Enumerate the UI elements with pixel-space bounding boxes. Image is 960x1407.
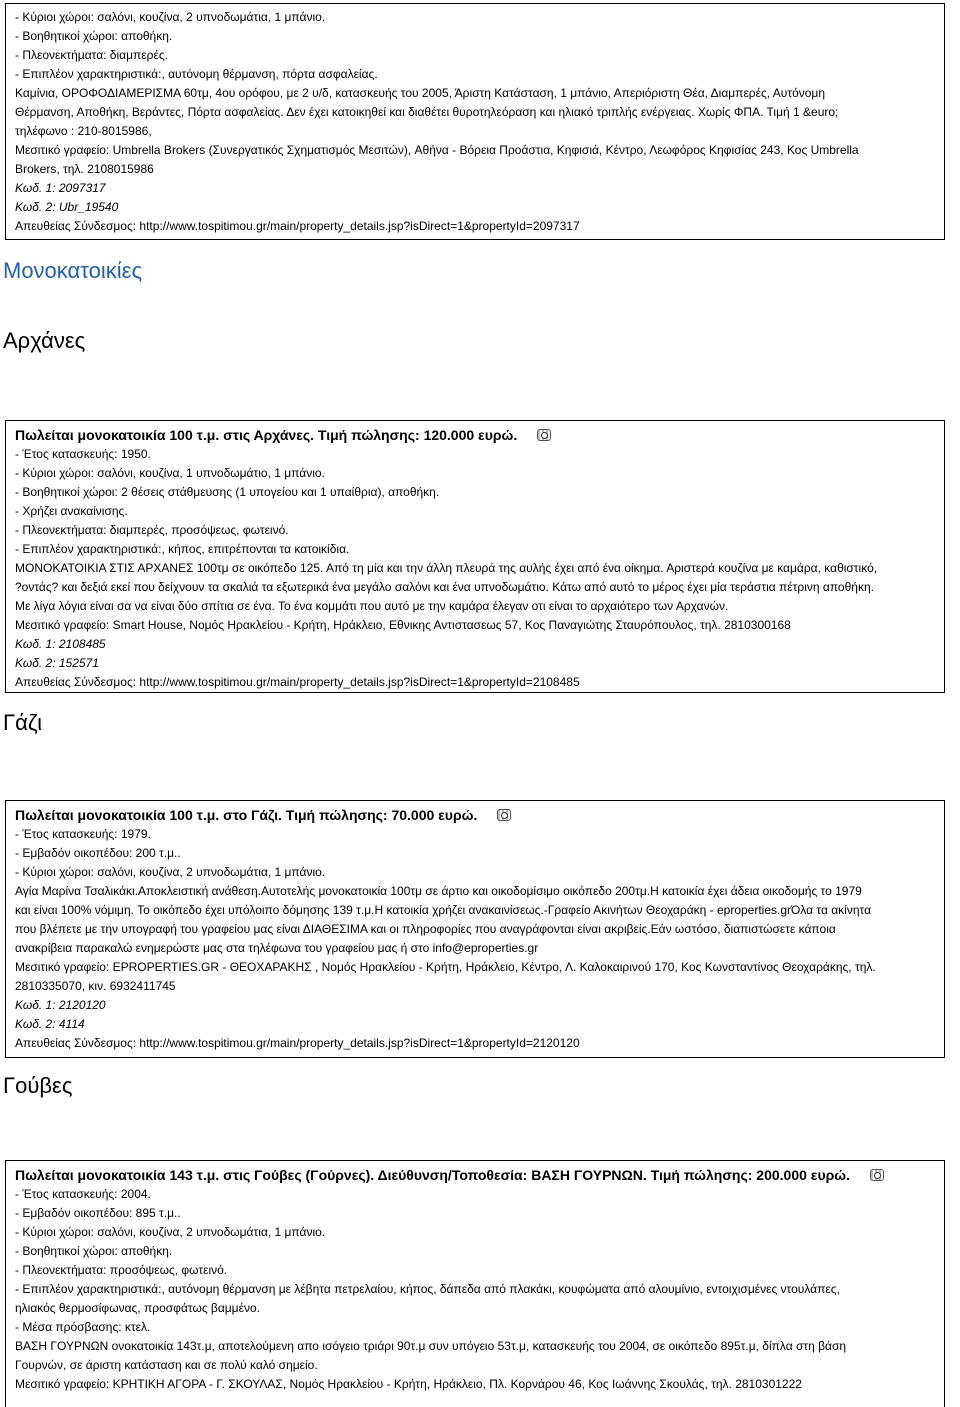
listing-line: Μεσιτικό γραφείο: Umbrella Brokers (Συνεργατικός Σχηματισμός Μεσιτών), Αθήνα - Βόρεια Προάστια, Κηφισιά, Κέντρο, Λεωφόρος Κηφισίας 243, Κος Umbrella	[15, 143, 859, 157]
listing-line: ΜΟΝΟΚΑΤΟΙΚΙΑ ΣΤΙΣ ΑΡΧΑΝΕΣ 100τμ σε οικόπεδο 125. Από τη μία και την άλλη πλευρά της αυλής έχει από ένα οίκημα. Αριστερά κουζίνα με καμάρα, καθιστικό,	[15, 561, 878, 575]
code-1: Κωδ. 1: 2097317	[15, 181, 106, 195]
listing-line: - Έτος κατασκευής: 1950.	[15, 447, 151, 461]
listing-box-1	[5, 3, 945, 240]
direct-link[interactable]: Απευθείας Σύνδεσμος: http://www.tospitimou.gr/main/property_details.jsp?isDirect=1&propertyId=2108485	[15, 675, 580, 689]
camera-icon[interactable]	[537, 429, 551, 441]
listing-line: - Βοηθητικοί χώροι: 2 θέσεις στάθμευσης (1 υπογείου και 1 υπαίθρια), αποθήκη.	[15, 485, 440, 499]
listing-line: Γουρνών, σε άριστη κατάσταση και σε πολύ καλό σημείο.	[15, 1358, 318, 1372]
listing-line: τηλέφωνο : 210-8015986,	[15, 124, 152, 138]
listing-line: Αγία Μαρίνα Τσαλικάκι.Αποκλειστική ανάθεση.Αυτοτελής μονοκατοικία 100τμ σε άρτιο και οικοδομίσιμο οικόπεδο 200τμ.Η κατοικία έχει άδεια οικοδομής το 1979	[15, 884, 862, 898]
listing-line: Μεσιτικό γραφείο: ΚΡΗΤΙΚΗ ΑΓΟΡΑ - Γ. ΣΚΟΥΛΑΣ, Νομός Ηρακλείου - Κρήτη, Ηράκλειο, Πλ. Κορνάρου 46, Κος Ιωάννης Σκουλάς, τηλ. 2810301222	[15, 1377, 802, 1391]
listing-line: - Έτος κατασκευής: 2004.	[15, 1187, 151, 1201]
listing-line: - Βοηθητικοί χώροι: αποθήκη.	[15, 29, 173, 43]
code-1: Κωδ. 1: 2108485	[15, 637, 106, 651]
listing-line: - Κύριοι χώροι: σαλόνι, κουζίνα, 2 υπνοδωμάτια, 1 μπάνιο.	[15, 865, 326, 879]
listing-box-2	[5, 420, 945, 693]
listing-line: ηλιακός θερμοσίφωνας, προσφάτως βαμμένο.	[15, 1301, 260, 1315]
area-heading-gazi: Γάζι	[3, 710, 43, 735]
listing-title-text: Πωλείται μονοκατοικία 143 τ.μ. στις Γούβες (Γούρνες). Διεύθυνση/Τοποθεσία: ΒΑΣΗ ΓΟΥΡΝΩΝ. Τιμή πώλησης: 200.000 ευρώ.	[15, 1167, 850, 1183]
listing-box-3	[5, 800, 945, 1058]
code-1: Κωδ. 1: 2120120	[15, 998, 106, 1012]
listing-line: Καμίνια, ΟΡΟΦΟΔΙΑΜΕΡΙΣΜΑ 60τμ, 4ου ορόφου, με 2 υ/δ, κατασκευής του 2005, Άριστη Κατάσταση, 1 μπάνιο, Απεριόριστη Θέα, Διαμπερές, Αυτόνομη	[15, 86, 826, 100]
listing-title-text: Πωλείται μονοκατοικία 100 τ.μ. στις Αρχάνες. Τιμή πώλησης: 120.000 ευρώ.	[15, 427, 518, 443]
code-2: Κωδ. 2: Ubr_19540	[15, 200, 119, 214]
listing-line: Μεσιτικό γραφείο: EPROPERTIES.GR - ΘΕΟΧΑΡΑΚΗΣ , Νομός Ηρακλείου - Κρήτη, Ηράκλειο, Κέντρο, Λ. Καλοκαιρινού 170, Κος Κωνσταντίνος Θεοχαράκης, τηλ.	[15, 960, 876, 974]
section-title: Μονοκατοικίες	[3, 258, 143, 283]
listing-line: - Κύριοι χώροι: σαλόνι, κουζίνα, 2 υπνοδωμάτια, 1 μπάνιο.	[15, 1225, 326, 1239]
camera-icon[interactable]	[870, 1169, 884, 1181]
listing-title	[15, 805, 944, 825]
area-heading-gouves: Γούβες	[3, 1073, 73, 1098]
area-heading-archanes: Αρχάνες	[3, 328, 86, 353]
listing-line: Μεσιτικό γραφείο: Smart House, Νομός Ηρακλείου - Κρήτη, Ηράκλειο, Εθνικης Αντιστασεως 57, Κος Παναγιώτης Σταυρόπουλος, τηλ. 2810300168	[15, 618, 791, 632]
listing-line: ανακρίβεια παρακαλώ ενημερώστε μας στα τηλέφωνα του γραφείου μας ή στο info@eproperties.gr	[15, 941, 539, 955]
listing-line: που βλέπετε με την υπογραφή του γραφείου μας είναι ΔΙΑΘΕΣΙΜΑ και οι πληροφορίες που αναγράφονται είναι ακριβείς.Εάν ωστόσο, διαπιστώσετε κάποια	[15, 922, 836, 936]
listing-line: - Επιπλέον χαρακτηριστικά:, αυτόνομη θέρμανση, πόρτα ασφαλείας.	[15, 67, 378, 81]
listing-line: - Επιπλέον χαρακτηριστικά:, αυτόνομη θέρμανση με λέβητα πετρελαίου, κήπος, δάπεδα από πλακάκι, κουφώματα από αλουμίνιο, εντοιχισμένες ντουλάπες,	[15, 1282, 840, 1296]
listing-line: - Πλεονεκτήματα: διαμπερές.	[15, 48, 168, 62]
listing-line: και είναι 100% νόμιμη. Το οικόπεδο έχει υπόλοιπο δόμησης 139 τ.μ.Η κατοικία χρήζει ανακαινίσεως.-Γραφείο Ακινήτων Θεοχαράκη - eproperties.grΌλα τα ακίνητα	[15, 903, 872, 917]
listing-line: - Πλεονεκτήματα: διαμπερές, προσόψεως, φωτεινό.	[15, 523, 289, 537]
listing-line: - Κύριοι χώροι: σαλόνι, κουζίνα, 1 υπνοδωμάτιο, 1 μπάνιο.	[15, 466, 325, 480]
listing-line: - Έτος κατασκευής: 1979.	[15, 827, 151, 841]
listing-line: - Εμβαδόν οικοπέδου: 200 τ.μ..	[15, 846, 181, 860]
direct-link[interactable]: Απευθείας Σύνδεσμος: http://www.tospitimou.gr/main/property_details.jsp?isDirect=1&propertyId=2097317	[15, 219, 580, 233]
listing-line: - Χρήζει ανακαίνισης.	[15, 504, 128, 518]
code-2: Κωδ. 2: 152571	[15, 656, 99, 670]
listing-line: ΒΑΣΗ ΓΟΥΡΝΩΝ ονοκατοικία 143τ.μ, αποτελούμενη απο ισόγειο τριάρι 90τ.μ συν υπόγειο 53τ.μ, κατασκευής του 2004, σε οικόπεδο 895τ.μ, δίπλα στη βάση	[15, 1339, 847, 1353]
listing-title	[15, 1165, 944, 1185]
listing-line: - Κύριοι χώροι: σαλόνι, κουζίνα, 2 υπνοδωμάτια, 1 μπάνιο.	[15, 10, 326, 24]
listing-title-text: Πωλείται μονοκατοικία 100 τ.μ. στο Γάζι. Τιμή πώλησης: 70.000 ευρώ.	[15, 807, 478, 823]
listing-line: - Επιπλέον χαρακτηριστικά:, κήπος, επιτρέπονται τα κατοικίδια.	[15, 542, 350, 556]
listing-line: 2810335070, κιν. 6932411745	[15, 979, 176, 993]
listing-line: ?οντάς? και δεξιά εκεί που δείχνουν τα σκαλιά τα εξωτερικά ένα μεγάλο σαλόνι και ένα υπνοδωμάτιο. Κάτω από αυτό το μέρος έχει μία τεράστια πέτρινη αποθήκη.	[15, 580, 874, 594]
listing-line: Θέρμανση, Αποθήκη, Βεράντες, Πόρτα ασφαλείας. Δεν έχει κατοικηθεί και διαθέτει θυροτηλεόραση και ηλιακό τριπλής ενέργειας. Χωρίς ΦΠΑ. Τιμή 1 &euro;	[15, 105, 839, 119]
listing-line: Με λίγα λόγια είναι σα να είναι δύο σπίτια σε ένα. Το ένα κομμάτι που αυτό με την καμάρα έλεγαν οτι είναι το αρχαιότερο των Αρχανών.	[15, 599, 729, 613]
listing-line: - Πλεονεκτήματα: προσόψεως, φωτεινό.	[15, 1263, 228, 1277]
listing-line: Brokers, τηλ. 2108015986	[15, 162, 154, 176]
listing-line: - Μέσα πρόσβασης: κτελ.	[15, 1320, 151, 1334]
listing-title	[15, 425, 944, 445]
code-2: Κωδ. 2: 4114	[15, 1017, 85, 1031]
listing-line: - Βοηθητικοί χώροι: αποθήκη.	[15, 1244, 173, 1258]
camera-icon[interactable]	[497, 809, 511, 821]
listing-box-4	[5, 1160, 945, 1407]
listing-line: - Εμβαδόν οικοπέδου: 895 τ.μ..	[15, 1206, 181, 1220]
direct-link[interactable]: Απευθείας Σύνδεσμος: http://www.tospitimou.gr/main/property_details.jsp?isDirect=1&propertyId=2120120	[15, 1036, 580, 1050]
